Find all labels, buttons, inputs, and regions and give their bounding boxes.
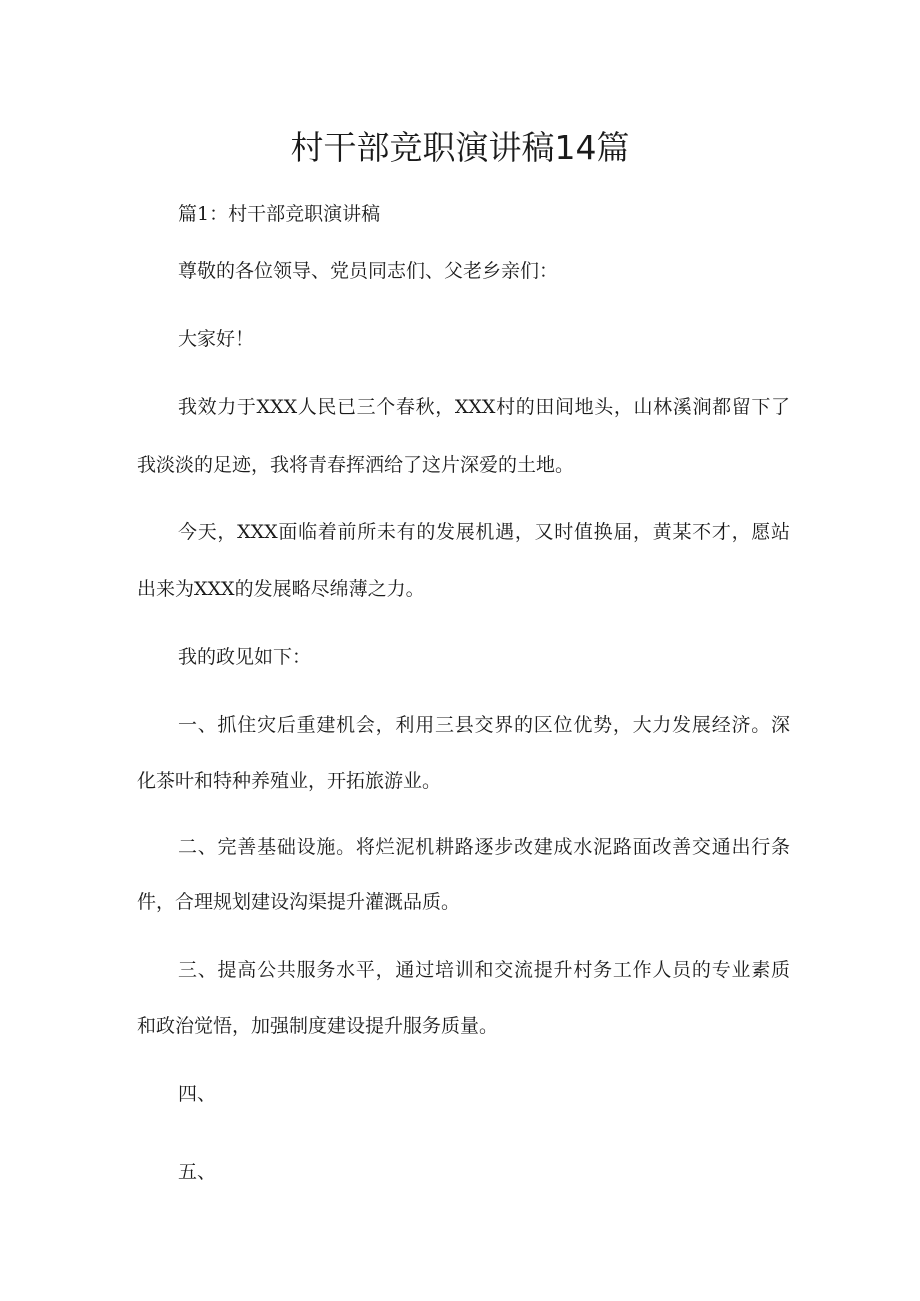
item-2-line-2: 件，合理规划建设沟渠提升灌溉品质。: [137, 891, 461, 913]
paragraph-2-line-1: 今天，XXX面临着前所未有的发展机遇，又时值换届，黄某不才，愿站: [178, 521, 790, 543]
paragraph-1-line-1: 我效力于XXX人民已三个春秋，XXX村的田间地头，山林溪涧都留下了: [178, 396, 790, 418]
greeting-line: 尊敬的各位领导、党员同志们、父老乡亲们：: [178, 260, 559, 282]
item-4-line: 四、: [178, 1083, 217, 1105]
item-5-line: 五、: [178, 1161, 217, 1183]
document-title: 村干部竞职演讲稿14篇: [290, 128, 630, 167]
paragraph-1-line-2: 我淡淡的足迹，我将青春挥洒给了这片深爱的土地。: [137, 454, 575, 476]
hello-line: 大家好！: [178, 328, 255, 350]
views-intro-line: 我的政见如下：: [178, 646, 312, 668]
paragraph-2-line-2: 出来为XXX的发展略尽绵薄之力。: [137, 578, 425, 600]
item-1-line-2: 化茶叶和特种养殖业，开拓旅游业。: [137, 770, 442, 792]
item-3-line-1: 三、提高公共服务水平，通过培训和交流提升村务工作人员的专业素质: [178, 959, 790, 981]
section-heading: 篇1：村干部竞职演讲稿: [178, 203, 381, 225]
item-3-line-2: 和政治觉悟，加强制度建设提升服务质量。: [137, 1015, 499, 1037]
item-1-line-1: 一、抓住灾后重建机会，利用三县交界的区位优势，大力发展经济。深: [178, 714, 790, 736]
item-2-line-1: 二、完善基础设施。将烂泥机耕路逐步改建成水泥路面改善交通出行条: [178, 836, 790, 858]
